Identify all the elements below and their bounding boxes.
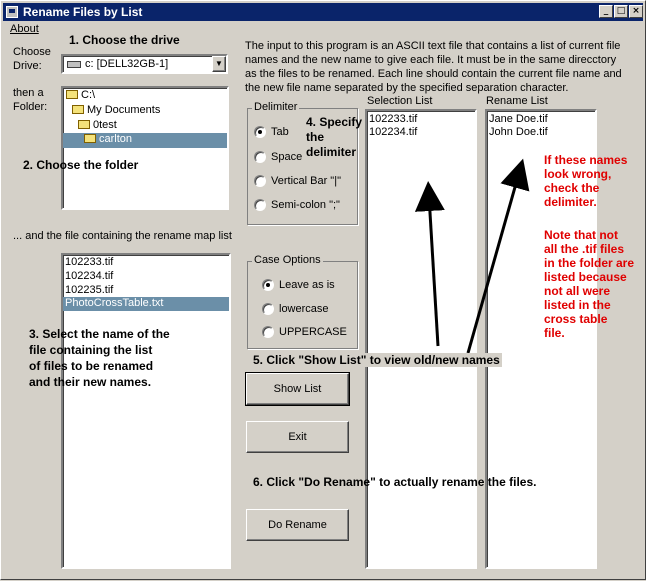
window-title: Rename Files by List	[23, 5, 143, 19]
radio-uppercase-label[interactable]: UPPERCASE	[279, 326, 347, 338]
menu-about[interactable]: About	[10, 23, 39, 35]
list-item[interactable]: 102234.tif	[369, 126, 418, 138]
radio-tab-label[interactable]: Tab	[271, 126, 289, 138]
arrow-to-selection-list	[429, 196, 438, 346]
list-item[interactable]: 102234.tif	[65, 270, 114, 282]
step-5-annotation: 5. Click "Show List" to view old/new names	[253, 353, 500, 367]
list-item[interactable]: 102233.tif	[65, 256, 114, 268]
then-folder-label: then a Folder:	[13, 87, 48, 113]
step-1-annotation: 1. Choose the drive	[69, 33, 180, 47]
case-options-title: Case Options	[254, 254, 321, 266]
file-map-label: ... and the file containing the rename map list	[13, 230, 232, 242]
intro-text: The input to this program is an ASCII text file that contains a list of current file names and the new name to give each file. It must be in the same direcctory as the files to be renamed. Each line should contain the current file name and the new file name separated by the specified separation character.	[245, 40, 622, 94]
radio-semicolon-label[interactable]: Semi-colon ";"	[271, 199, 340, 211]
folder-item[interactable]: 0test	[78, 119, 117, 131]
step-3-annotation: 3. Select the name of the file containing the list of files to be renamed and their new names.	[29, 327, 170, 389]
list-item[interactable]: Jane Doe.tif	[489, 113, 548, 125]
minimize-button[interactable]: _	[599, 5, 613, 18]
folder-item[interactable]: C:\	[66, 89, 95, 101]
list-item[interactable]: 102235.tif	[65, 284, 114, 296]
step-6-annotation: 6. Click "Do Rename" to actually rename the files.	[253, 475, 537, 489]
radio-space-label[interactable]: Space	[271, 151, 303, 163]
do-rename-button[interactable]: Do Rename	[246, 509, 349, 541]
drive-value: c: [DELL32GB-1]	[85, 58, 169, 70]
arrow-to-rename-list	[468, 173, 519, 353]
choose-drive-label: Choose Drive:	[13, 46, 51, 72]
list-item[interactable]: John Doe.tif	[489, 126, 548, 138]
radio-lowercase-label[interactable]: lowercase	[279, 303, 329, 315]
radio-leave-as-is-label[interactable]: Leave as is	[279, 279, 335, 291]
rename-list-title: Rename List	[486, 95, 548, 107]
note-tif-files: Note that not all the .tif files in the folder are listed because not all were listed in the cross table file.	[544, 228, 635, 340]
chevron-down-icon[interactable]: ▼	[212, 56, 226, 72]
show-list-button[interactable]: Show List	[246, 373, 349, 405]
note-check-delimiter: If these names look wrong, check the delimiter.	[544, 153, 628, 209]
step-4-annotation: 4. Specify the delimiter	[306, 115, 363, 159]
radio-vertical-bar-label[interactable]: Vertical Bar "|"	[271, 175, 341, 187]
selection-list-title: Selection List	[367, 95, 433, 107]
folder-item-selected[interactable]: carlton	[63, 133, 227, 148]
close-button[interactable]: ×	[629, 5, 643, 18]
folder-item[interactable]: My Documents	[72, 104, 160, 116]
step-2-annotation: 2. Choose the folder	[23, 158, 139, 172]
exit-button[interactable]: Exit	[246, 421, 349, 453]
list-item[interactable]: 102233.tif	[369, 113, 418, 125]
list-item-selected[interactable]: PhotoCrossTable.txt	[63, 297, 229, 311]
delimiter-title: Delimiter	[254, 101, 298, 113]
maximize-button[interactable]: □	[614, 5, 628, 18]
